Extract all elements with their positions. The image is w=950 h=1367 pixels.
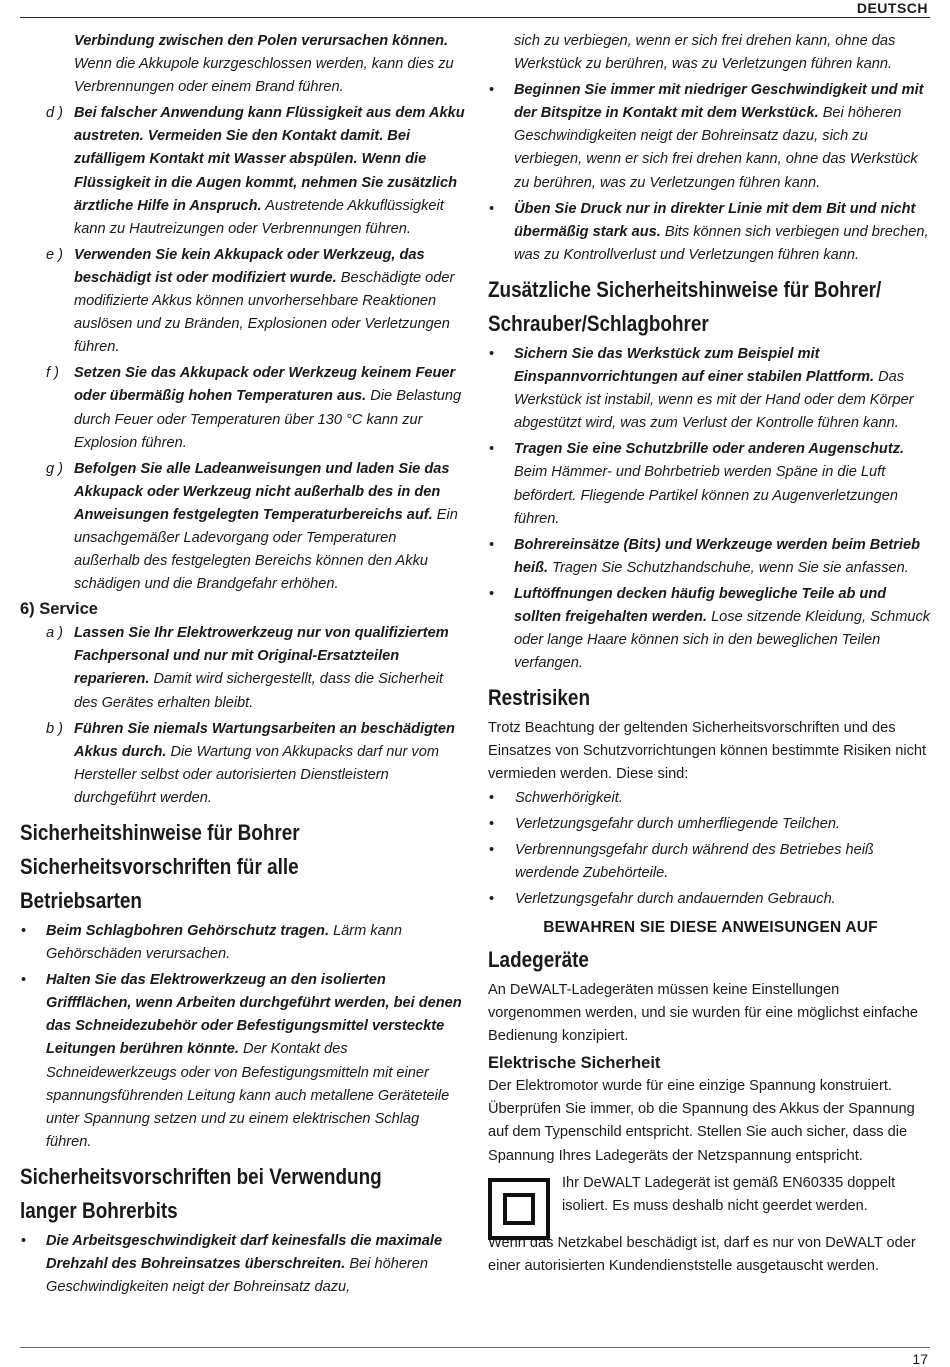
item-text: Der Kontakt des Schneidewerkzeugs oder von Befestigungsmitteln mit einer spannungsführenden Leitung kann auch metallene Geräteteile unter Spannung setzen und zu einem elektrischen Schlag führen.	[46, 1041, 450, 1150]
item-bold: Die Arbeitsgeschwindigkeit darf keinesfalls die maximale Drehzahl des Bohreinsatzes überschreiten.	[46, 1232, 443, 1273]
item-marker: b )	[46, 720, 64, 737]
paragraph: Ihr DeWALT Ladegerät ist gemäß EN60335 doppelt isoliert. Es muss deshalb nicht geerdet werden.	[562, 1174, 896, 1214]
list-item	[20, 1230, 465, 1299]
item-text: Beim Hämmer- und Bohrbetrieb werden Späne in die Luft befördert. Fliegende Partikel können zu Augenverletzungen führen.	[514, 464, 899, 527]
item-bold: Setzen Sie das Akkupack oder Werkzeug keinem Feuer oder übermäßig hohen Temperaturen aus.	[74, 365, 456, 405]
item-text: Verletzungsgefahr durch umherfliegende Teilchen.	[515, 815, 841, 832]
list-item	[488, 583, 933, 675]
list-item	[20, 30, 465, 99]
paragraph: Der Elektromotor wurde für eine einzige Spannung konstruiert. Überprüfen Sie immer, ob die Spannung des Akkus der Spannung auf dem Typenschild entspricht. Stellen Sie auch sicher, dass die Spannung Ihres Ladegeräts der Netzspannung entspricht.	[488, 1078, 915, 1164]
bullet-marker: •	[21, 972, 27, 989]
item-bold: Tragen Sie eine Schutzbrille oder anderen Augenschutz.	[514, 441, 905, 458]
list-item	[488, 198, 933, 267]
item-marker: a )	[46, 625, 64, 642]
bullet-marker: •	[489, 82, 495, 99]
list-item	[20, 920, 465, 966]
item-marker: e )	[46, 246, 64, 263]
item-bold: Befolgen Sie alle Ladeanweisungen und laden Sie das Akkupack oder Werkzeug nicht außerhalb des in den Anweisungen festgelegten Temperaturbereichs auf.	[74, 460, 450, 523]
page-number: 17	[912, 1351, 928, 1367]
list-item	[20, 969, 465, 1154]
item-marker: f )	[46, 365, 59, 382]
item-text: Tragen Sie Schutzhandschuhe, wenn Sie sie anfassen.	[548, 559, 909, 576]
list-item	[20, 458, 465, 597]
list-item	[488, 813, 933, 836]
list-item	[20, 622, 465, 714]
section-heading	[20, 1160, 403, 1228]
section-heading	[488, 273, 882, 341]
list-item	[20, 244, 465, 359]
item-text: Wenn die Akkupole kurzgeschlossen werden, kann dies zu Verbrennungen oder einem Brand führen.	[74, 56, 454, 96]
list-item	[488, 30, 933, 76]
item-text: Damit wird sichergestellt, dass die Sicherheit des Gerätes erhalten bleibt.	[74, 671, 444, 711]
item-text: Verbrennungsgefahr durch während des Betriebes heiß werdende Zubehörteile.	[515, 841, 874, 881]
item-text: Verletzungsgefahr durch andauernden Gebrauch.	[515, 890, 836, 907]
list-item	[20, 718, 465, 810]
bullet-marker: •	[489, 536, 495, 553]
paragraph: An DeWALT-Ladegeräten müssen keine Einstellungen vorgenommen werden, und sie wurden für eine möglichst einfache Bedienung konzipiert.	[488, 982, 918, 1045]
list-item	[488, 438, 933, 530]
item-bold: Sichern Sie das Werkstück zum Beispiel mit Einspannvorrichtungen auf einer stabilen Plattform.	[514, 345, 875, 386]
keep-instructions-heading: BEWAHREN SIE DIESE ANWEISUNGEN AUF	[543, 919, 878, 936]
item-bold: Verwenden Sie kein Akkupack oder Werkzeug, das beschädigt ist oder modifiziert wurde.	[74, 246, 425, 286]
item-bold: Üben Sie Druck nur in direkter Linie mit dem Bit und nicht übermäßig stark aus.	[514, 200, 916, 240]
list-item	[20, 102, 465, 241]
list-item	[488, 787, 933, 810]
header-rule	[20, 17, 930, 18]
list-item	[488, 888, 933, 911]
item-text: Lose sitzende Kleidung, Schmuck oder lange Haare können sich in den beweglichen Teilen verfangen.	[514, 608, 931, 672]
item-text: Ein unsachgemäßer Ladevorgang oder Temperaturen außerhalb des festgelegten Bereichs können den Akku schädigen und die Brandgefahr erhöhen.	[74, 506, 458, 593]
item-bold: Lassen Sie Ihr Elektrowerkzeug nur von qualifiziertem Fachpersonal und nur mit Original-Ersatzteilen reparieren.	[74, 625, 449, 688]
bullet-marker: •	[489, 841, 495, 858]
right-column	[488, 30, 933, 1278]
heading-line: Sicherheitsvorschriften bei Verwendung	[20, 1163, 382, 1189]
item-text: sich zu verbiegen, wenn er sich frei drehen kann, ohne das Werkstück zu berühren, was zu Verletzungen führen kann.	[514, 33, 896, 73]
section-heading	[20, 816, 403, 918]
item-text: Die Belastung durch Feuer oder Temperaturen über 130 °C kann zur Explosion führen.	[74, 388, 462, 451]
double-insulation-icon	[488, 1178, 550, 1240]
paragraph: Trotz Beachtung der geltenden Sicherheitsvorschriften und des Einsatzes von Schutzvorrichtungen können bestimmte Risiken nicht vermieden werden. Diese sind:	[488, 720, 927, 783]
heading-line: Betriebsarten	[20, 888, 142, 913]
bullet-marker: •	[21, 923, 27, 939]
section-heading: Ladegeräte	[488, 947, 589, 972]
paragraph: Wenn das Netzkabel beschädigt ist, darf es nur von DeWALT oder einer autorisierten Kundendienststelle ausgetauscht werden.	[488, 1234, 916, 1274]
left-column	[20, 30, 465, 1302]
subsection-heading: Elektrische Sicherheit	[488, 1054, 661, 1073]
heading-line: Sicherheitsvorschriften für alle	[20, 854, 299, 879]
item-text: Das Werkstück ist instabil, wenn es mit der Hand oder dem Körper abgestützt wird, was zum Verlust der Kontrolle führen kann.	[514, 369, 914, 432]
item-text: Austretende Akkuflüssigkeit kann zu Hautreizungen oder Verbrennungen führen.	[74, 197, 444, 237]
list-item	[488, 839, 933, 885]
item-bold: Führen Sie niemals Wartungsarbeiten an beschädigten Akkus durch.	[74, 720, 455, 760]
double-insulation-block	[488, 1172, 933, 1232]
heading-line: langer Bohrerbits	[20, 1197, 178, 1223]
item-text: Die Wartung von Akkupacks darf nur vom Hersteller selbst oder autorisierten Dienstleistern durchgeführt werden.	[74, 743, 439, 806]
item-text: Bei höheren Geschwindigkeiten neigt der Bohreinsatz dazu,	[46, 1256, 429, 1296]
item-text: Beschädigte oder modifizierte Akkus können unvorhersehbare Reaktionen auslösen und zu Bränden, Explosionen oder Verletzungen führen.	[74, 269, 455, 356]
bullet-marker: •	[489, 890, 495, 907]
section-heading: Restrisiken	[488, 685, 591, 711]
heading-line: Zusätzliche Sicherheitshinweise für Bohrer/	[488, 276, 882, 302]
heading-line: Schrauber/Schlagbohrer	[488, 310, 709, 336]
bullet-marker: •	[489, 815, 495, 832]
item-marker: g )	[46, 460, 64, 477]
item-text: Schwerhörigkeit.	[515, 789, 623, 806]
list-item	[488, 343, 933, 435]
bullet-marker: •	[489, 789, 495, 806]
language-label: DEUTSCH	[856, 0, 928, 16]
bullet-marker: •	[489, 585, 495, 602]
item-bold: Bei falscher Anwendung kann Flüssigkeit aus dem Akku austreten. Vermeiden Sie den Kontakt damit. Bei zufälligem Kontakt mit Wasser abspülen. Wenn die Flüssigkeit in die Augen kommt, nehmen Sie zusätzlich ärztliche Hilfe in Anspruch.	[74, 105, 465, 214]
item-bold: Beginnen Sie immer mit niedriger Geschwindigkeit und mit der Bitspitze in Kontakt mit dem Werkstück.	[514, 82, 924, 122]
footer-rule	[20, 1347, 930, 1348]
bullet-marker: •	[489, 345, 495, 362]
list-item	[20, 362, 465, 454]
bullet-marker: •	[21, 1232, 27, 1249]
service-heading: 6) Service	[20, 600, 98, 619]
heading-line: Sicherheitshinweise für Bohrer	[20, 820, 300, 845]
item-bold: Beim Schlagbohren Gehörschutz tragen.	[46, 923, 330, 939]
item-text: Lärm kann Gehörschäden verursachen.	[46, 923, 403, 963]
item-text: Bei höheren Geschwindigkeiten neigt der Bohreinsatz dazu, sich zu verbiegen, wenn er sich frei drehen kann, ohne das Werkstück zu berühren, was zu Verletzungen führen kann.	[514, 105, 918, 191]
list-item	[488, 79, 933, 194]
item-bold: Bohrereinsätze (Bits) und Werkzeuge werden beim Betrieb heiß.	[514, 536, 921, 576]
item-marker: d )	[46, 105, 64, 122]
bullet-marker: •	[489, 200, 495, 217]
item-bold: Luftöffnungen decken häufig bewegliche Teile ab und sollten freigehalten werden.	[514, 585, 887, 625]
item-bold: Halten Sie das Elektrowerkzeug an den isolierten Griffflächen, wenn Arbeiten durchgeführt werden, bei denen das Schneidezubehör oder Befestigungsmittel versteckte Leitungen berühren könnte.	[46, 972, 462, 1058]
item-text: Bits können sich verbiegen und brechen, was zu Kontrollverlust und Verletzungen führen kann.	[514, 223, 929, 263]
bullet-marker: •	[489, 441, 495, 458]
item-bold: Verbindung zwischen den Polen verursachen können.	[74, 33, 449, 49]
list-item	[488, 534, 933, 580]
